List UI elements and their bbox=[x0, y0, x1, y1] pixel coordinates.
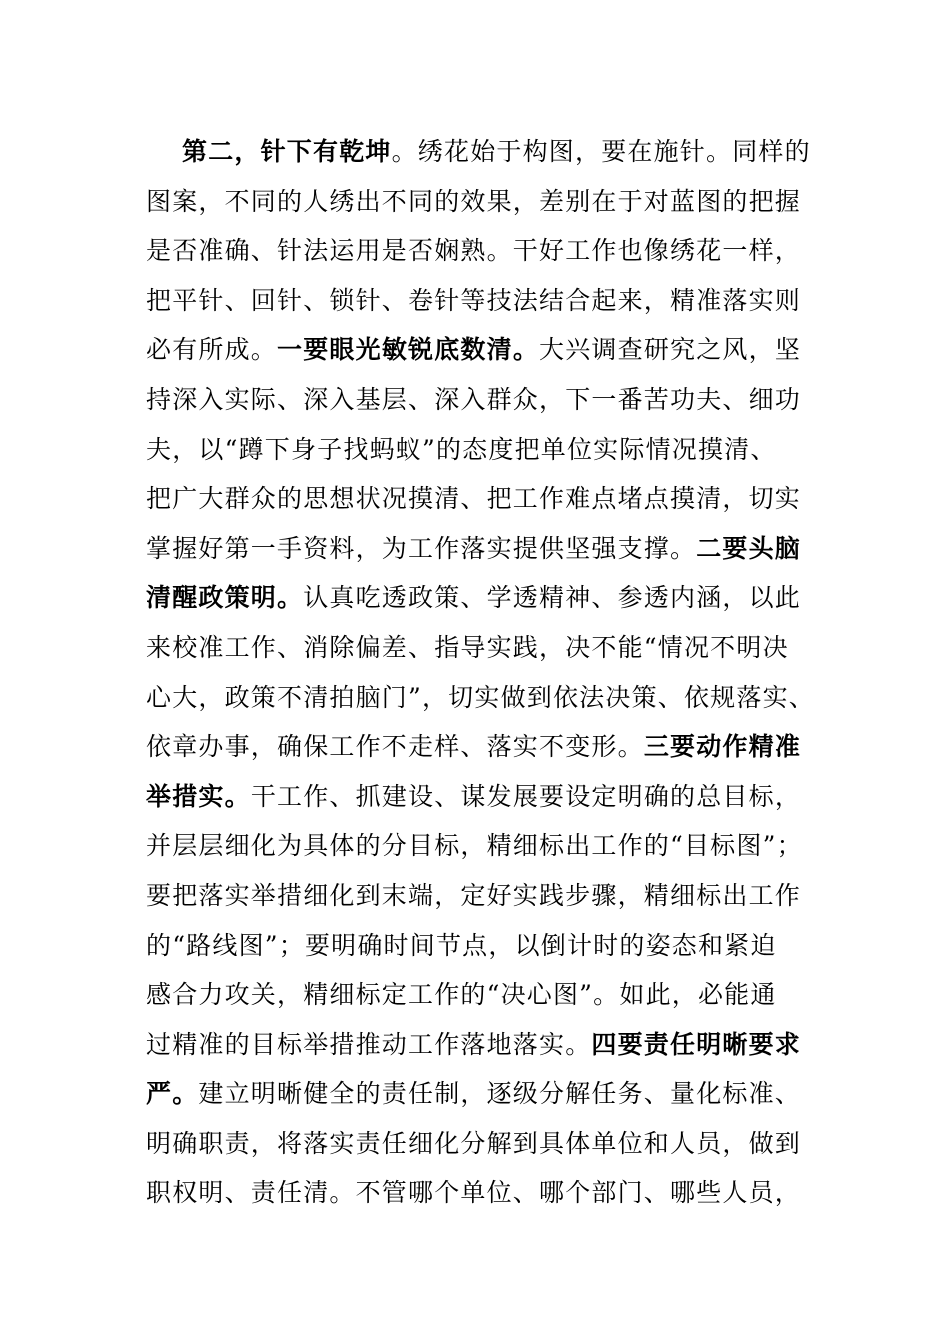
text-run: 建立明晰健全的责任制，逐级分解任务、量化标准、 bbox=[198, 1079, 802, 1109]
text-run: 过精准的目标举措推动工作落地落实。 bbox=[146, 1029, 592, 1059]
text-line bbox=[146, 573, 806, 623]
text-run: 的“路线图”；要明确时间节点，以倒计时的姿态和紧迫 bbox=[146, 930, 777, 960]
text-run: 要把落实举措细化到末端，定好实践步骤，精细标出工作 bbox=[146, 880, 802, 910]
text-run: 职权明、责任清。不管哪个单位、哪个部门、哪些人员， bbox=[146, 1178, 802, 1208]
text-run: 把广大群众的思想状况摸清、把工作难点堵点摸清，切实 bbox=[146, 484, 802, 514]
text-line bbox=[146, 375, 806, 425]
text-line bbox=[146, 821, 806, 871]
body-text bbox=[146, 127, 815, 1218]
text-line bbox=[146, 524, 806, 574]
text-line bbox=[146, 276, 806, 326]
text-line bbox=[146, 425, 806, 475]
text-run: 干工作、抓建设、谋发展要设定明确的总目标， bbox=[250, 781, 802, 811]
bold-phrase: 二要头脑 bbox=[696, 533, 802, 563]
text-run: 感合力攻关，精细标定工作的“决心图”。如此，必能通 bbox=[146, 980, 777, 1010]
text-line bbox=[146, 1020, 806, 1070]
text-line bbox=[146, 1069, 806, 1119]
text-run: 依章办事，确保工作不走样、落实不变形。 bbox=[146, 732, 644, 762]
bold-phrase: 一要眼光敏锐底数清。 bbox=[277, 335, 540, 365]
text-run: 。绣花始于构图，要在施针。同样的 bbox=[391, 137, 811, 166]
text-run: 认真吃透政策、学透精神、参透内涵，以此 bbox=[303, 583, 802, 613]
text-run: 把平针、回针、锁针、卷针等技法结合起来，精准落实则 bbox=[146, 285, 802, 315]
text-line bbox=[146, 127, 811, 177]
text-run: 持深入实际、深入基层、深入群众，下一番苦功夫、细功 bbox=[146, 384, 802, 414]
text-run: 必有所成。 bbox=[146, 335, 278, 365]
text-line bbox=[146, 772, 806, 822]
bold-phrase: 四要责任明晰要求 bbox=[591, 1029, 802, 1059]
text-line bbox=[146, 921, 806, 971]
text-line bbox=[146, 1119, 806, 1169]
text-line bbox=[146, 1168, 806, 1218]
text-line bbox=[146, 325, 806, 375]
text-run: 掌握好第一手资料，为工作落实提供坚强支撑。 bbox=[146, 533, 697, 563]
text-run: 大兴调查研究之风，坚 bbox=[539, 335, 802, 365]
text-line bbox=[146, 673, 815, 723]
text-line bbox=[146, 177, 806, 227]
bold-phrase: 三要动作精准 bbox=[643, 732, 802, 762]
text-run: 夫，以“蹲下身子找蚂蚁”的态度把单位实际情况摸清、 bbox=[146, 434, 777, 464]
text-line bbox=[146, 722, 806, 772]
text-line bbox=[146, 474, 806, 524]
bold-phrase: 第二，针下有乾坤 bbox=[182, 137, 392, 166]
text-run: 图案，不同的人绣出不同的效果，差别在于对蓝图的把握 bbox=[146, 186, 802, 216]
bold-phrase: 清醒政策明。 bbox=[146, 583, 304, 613]
bold-phrase: 举措实。 bbox=[146, 781, 251, 811]
text-line bbox=[146, 623, 806, 673]
text-run: 明确职责，将落实责任细化分解到具体单位和人员，做到 bbox=[146, 1128, 802, 1158]
text-run: 是否准确、针法运用是否娴熟。干好工作也像绣花一样， bbox=[146, 236, 802, 266]
bold-phrase: 严。 bbox=[146, 1079, 199, 1109]
text-line bbox=[146, 871, 806, 921]
text-line bbox=[146, 970, 806, 1020]
text-run: 心大，政策不清拍脑门”，切实做到依法决策、依规落实、 bbox=[146, 682, 815, 712]
text-run: 来校准工作、消除偏差、指导实践，决不能“情况不明决 bbox=[146, 632, 789, 662]
text-line bbox=[146, 226, 806, 276]
text-run: 并层层细化为具体的分目标，精细标出工作的“目标图”； bbox=[146, 831, 803, 861]
